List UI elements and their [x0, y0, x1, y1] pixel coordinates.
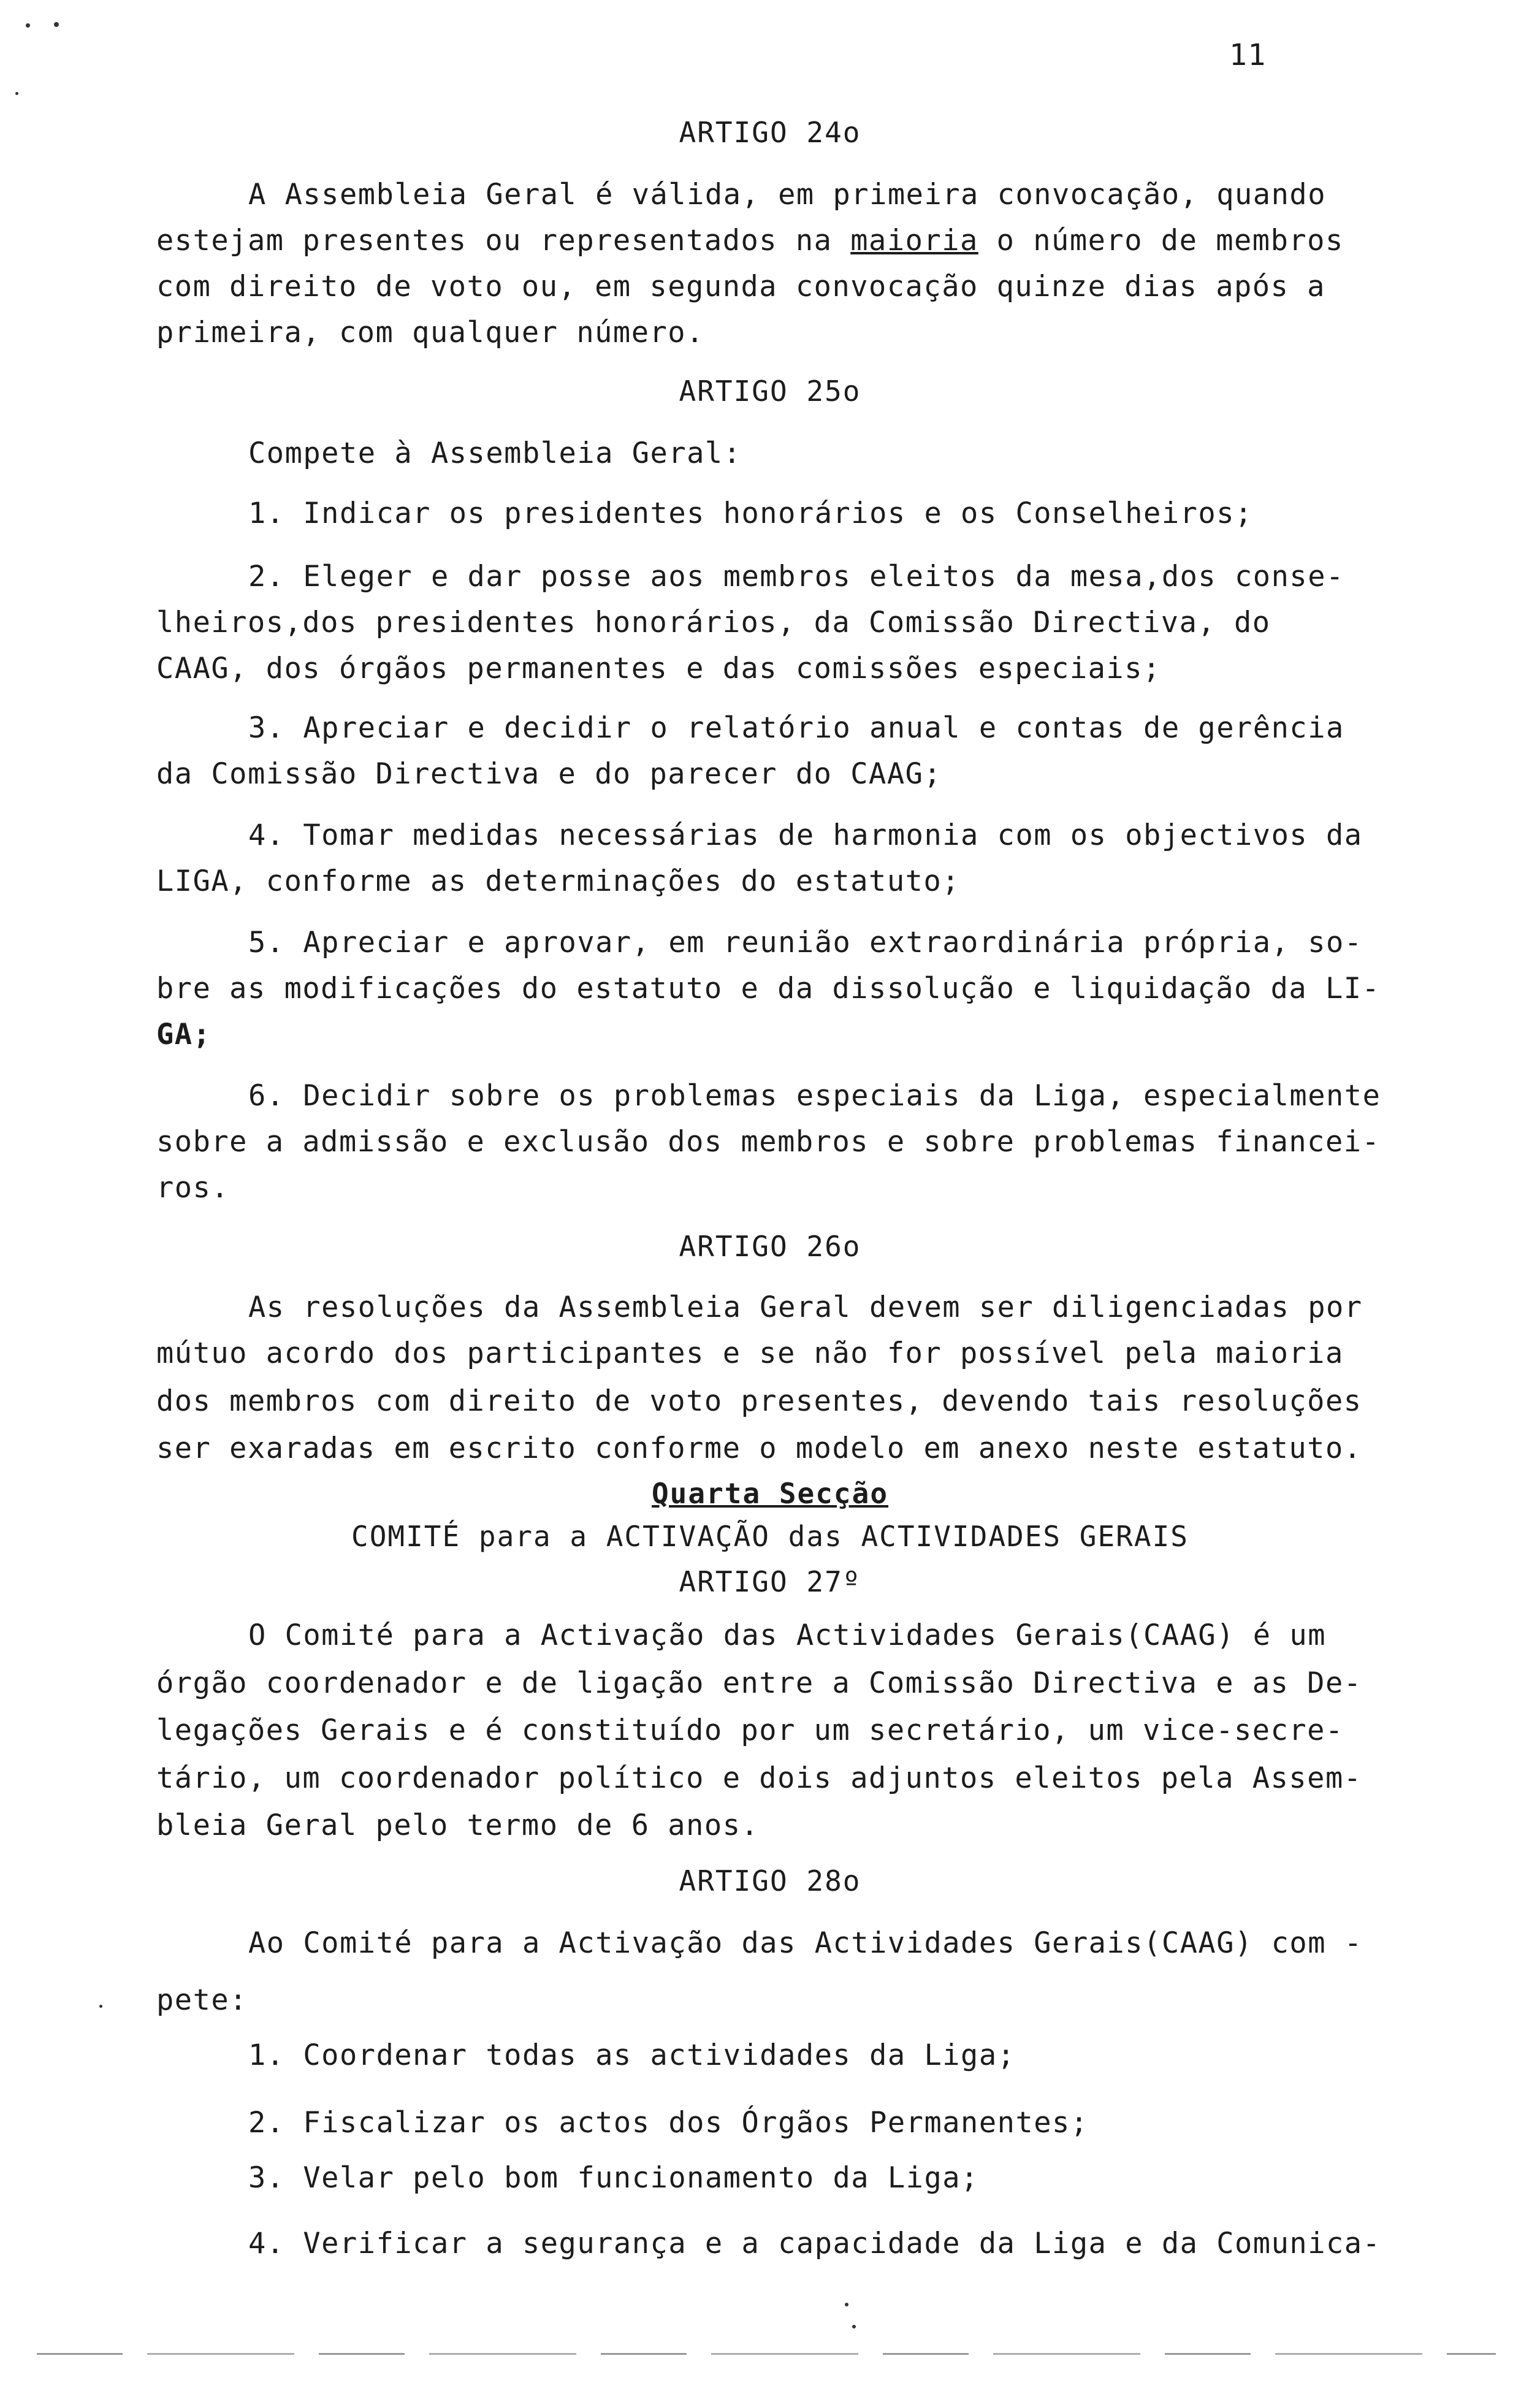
scan-speck — [852, 2325, 856, 2328]
article-25-item-3-line-2: da Comissão Directiva e do parecer do CAAG; — [156, 757, 942, 791]
article-28-item-1: 1. Coordenar todas as actividades da Liga; — [248, 2038, 1016, 2072]
article-27-line-4: tário, um coordenador político e dois adjuntos eleitos pela Assem- — [156, 1761, 1362, 1795]
article-27-heading: ARTIGO 27º — [679, 1565, 861, 1598]
article-26-line-1: As resoluções da Assembleia Geral devem ser diligenciadas por — [248, 1291, 1363, 1324]
article-25-item-5-line-1: 5. Apreciar e aprovar, em reunião extraordinária própria, so- — [248, 926, 1363, 959]
article-25-item-2-line-1: 2. Eleger e dar posse aos membros eleitos da mesa,dos conse- — [248, 560, 1344, 593]
article-24-heading: ARTIGO 24o — [679, 116, 861, 149]
article-26-line-2: mútuo acordo dos participantes e se não for possível pela maioria — [156, 1337, 1344, 1370]
article-26-line-3: dos membros com direito de voto presentes, devendo tais resoluções — [156, 1384, 1362, 1418]
scan-speck — [54, 22, 59, 27]
scan-speck — [15, 92, 18, 95]
article-28-heading: ARTIGO 28o — [679, 1864, 861, 1897]
article-25-item-6-line-3: ros. — [156, 1171, 230, 1205]
article-25-item-3-line-1: 3. Apreciar e decidir o relatório anual e contas de gerência — [248, 711, 1344, 745]
article-25-intro: Compete à Assembleia Geral: — [248, 437, 742, 470]
article-26-line-4: ser exaradas em escrito conforme o modelo em anexo neste estatuto. — [156, 1432, 1362, 1465]
page-number: 11 — [1229, 38, 1267, 72]
article-28-item-4: 4. Verificar a segurança e a capacidade da Liga e da Comunica- — [248, 2227, 1381, 2260]
scan-speck — [26, 23, 30, 28]
section-subtitle: COMITÉ para a ACTIVAÇÃO das ACTIVIDADES GERAIS — [351, 1520, 1189, 1553]
article-27-line-3: legações Gerais e é constituído por um secretário, um vice-secre- — [156, 1714, 1344, 1747]
article-25-heading: ARTIGO 25o — [679, 375, 861, 408]
article-25-item-6-line-1: 6. Decidir sobre os problemas especiais da Liga, especialmente — [248, 1079, 1381, 1113]
article-24-line-2: estejam presentes ou representados na maioria o número de membros — [156, 224, 1344, 257]
article-27-line-5: bleia Geral pelo termo de 6 anos. — [156, 1809, 760, 1842]
scan-speck — [99, 2005, 102, 2008]
article-27-line-1: O Comité para a Activação das Actividades Gerais(CAAG) é um — [248, 1619, 1326, 1652]
article-25-item-2-line-3: CAAG, dos órgãos permanentes e das comissões especiais; — [156, 652, 1161, 685]
scan-bottom-edge — [37, 2353, 1496, 2355]
article-24-line-3: com direito de voto ou, em segunda convocação quinze dias após a — [156, 270, 1325, 303]
article-25-item-2-line-2: lheiros,dos presidentes honorários, da Comissão Directiva, do — [156, 606, 1271, 639]
article-24-line-1: A Assembleia Geral é válida, em primeira convocação, quando — [248, 178, 1326, 212]
article-28-item-2: 2. Fiscalizar os actos dos Órgãos Permanentes; — [248, 2106, 1089, 2140]
article-25-item-5-line-2: bre as modificações do estatuto e da dissolução e liquidação da LI- — [156, 972, 1381, 1005]
article-28-line-2: pete: — [156, 1983, 248, 2017]
article-25-item-4-line-1: 4. Tomar medidas necessárias de harmonia com os objectivos da — [248, 818, 1363, 852]
article-28-item-3: 3. Velar pelo bom funcionamento da Liga; — [248, 2161, 979, 2195]
article-25-item-5-line-3: GA; — [156, 1018, 212, 1051]
article-25-item-4-line-2: LIGA, conforme as determinações do estatuto; — [156, 864, 961, 898]
section-title: Quarta Secção — [651, 1477, 889, 1510]
scan-speck — [845, 2303, 848, 2306]
article-28-line-1: Ao Comité para a Activação das Actividades Gerais(CAAG) com - — [248, 1926, 1363, 1960]
article-25-item-6-line-2: sobre a admissão e exclusão dos membros e sobre problemas financei- — [156, 1125, 1381, 1159]
article-24-line-4: primeira, com qualquer número. — [156, 316, 704, 349]
article-27-line-2: órgão coordenador e de ligação entre a Comissão Directiva e as De- — [156, 1666, 1362, 1700]
article-26-heading: ARTIGO 26o — [679, 1230, 861, 1263]
article-25-item-1: 1. Indicar os presidentes honorários e os Conselheiros; — [248, 497, 1253, 530]
